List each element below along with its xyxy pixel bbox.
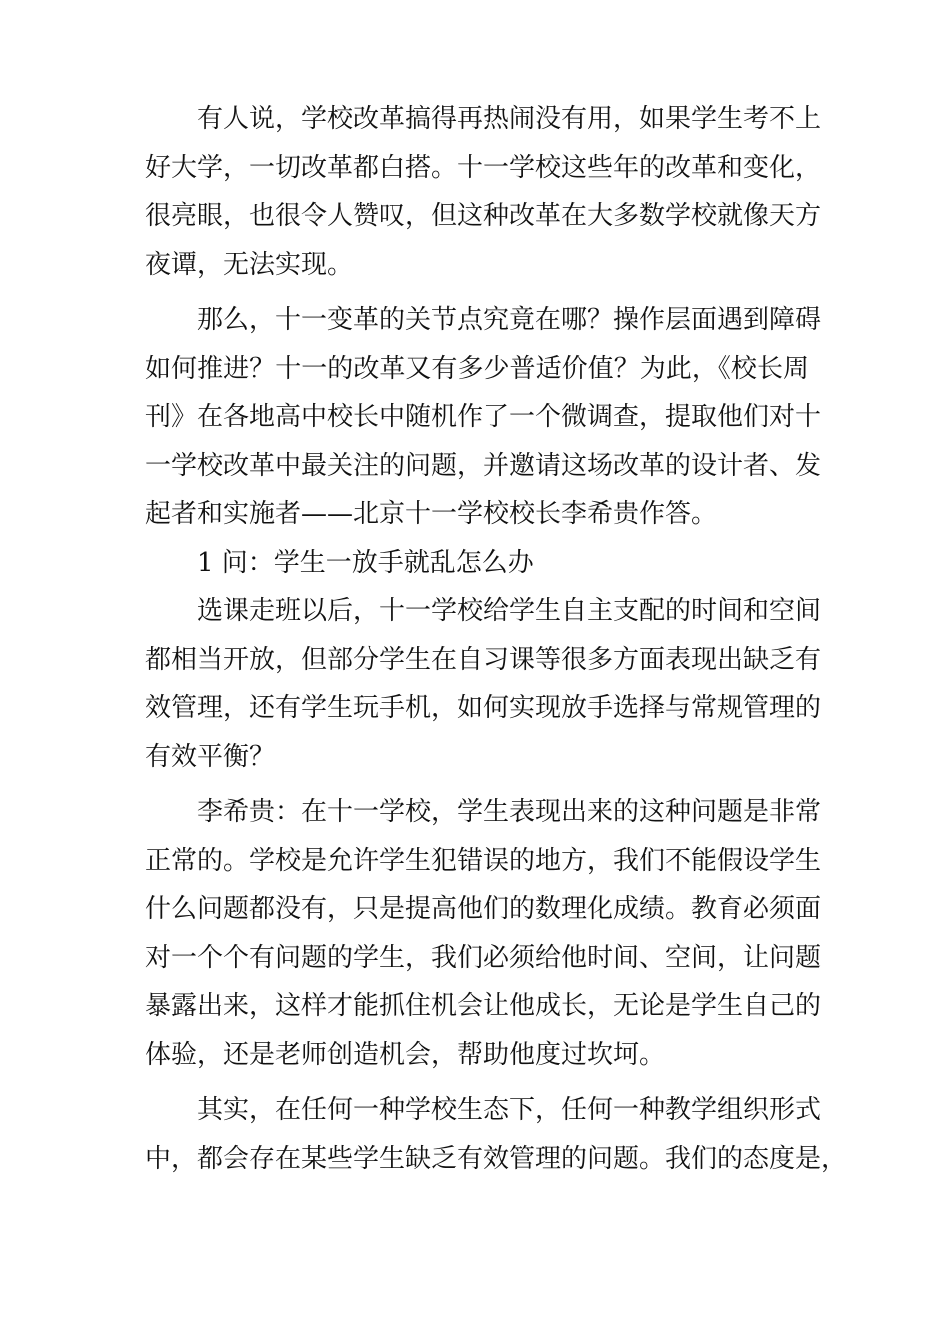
article-body [145,95,848,1183]
paragraph-gap [145,781,809,788]
text-line: 对一个个有问题的学生，我们必须给他时间、空间，让问题 [145,942,822,973]
paragraph [145,788,822,1079]
text-line: 都相当开放，但部分学生在自习课等很多方面表现出缺乏有 [145,644,822,675]
paragraph-gap [145,1079,809,1086]
paragraph-gap [145,289,809,296]
paragraph [145,1086,848,1183]
text-line: 其实，在任何一种学校生态下，任何一种教学组织形式 [197,1095,822,1125]
text-line: 很亮眼，也很令人赞叹，但这种改革在大多数学校就像天方 [145,201,822,231]
text-line: 体验，还是老师创造机会，帮助他度过坎坷。 [145,1039,666,1070]
text-line: 正常的。学校是允许学生犯错误的地方，我们不能假设学生 [145,845,822,876]
text-line: 如何推进？十一的改革又有多少普适价值？为此，《校长周 [145,353,809,384]
paragraph [145,296,822,539]
text-line: 什么问题都没有，只是提高他们的数理化成绩。教育必须面 [145,894,822,924]
text-line: 那么，十一变革的关节点究竟在哪？操作层面遇到障碍 [197,305,822,335]
text-line: 夜谭，无法实现。 [145,249,354,280]
text-line: 一学校改革中最关注的问题，并邀请这场改革的设计者、发 [145,450,822,481]
text-line: 刊》在各地高中校长中随机作了一个微调查，提取他们对十 [145,402,822,432]
text-line: 好大学，一切改革都白搭。十一学校这些年的改革和变化， [145,152,822,183]
text-line: 有效平衡？ [145,741,276,772]
text-line: 暴露出来，这样才能抓住机会让他成长，无论是学生自己的 [145,991,822,1021]
text-line: 效管理，还有学生玩手机，如何实现放手选择与常规管理的 [145,693,822,723]
text-line: 选课走班以后，十一学校给学生自主支配的时间和空间 [197,596,822,626]
text-line: 李希贵：在十一学校，学生表现出来的这种问题是非常 [197,797,822,827]
text-line: 中，都会存在某些学生缺乏有效管理的问题。我们的态度是， [145,1143,848,1174]
text-line: 1 问：学生一放手就乱怎么办 [197,547,534,578]
text-line: 有人说，学校改革搞得再热闹没有用，如果学生考不上 [197,104,822,134]
paragraph [145,587,822,781]
paragraph [145,95,822,289]
text-line: 起者和实施者——北京十一学校校长李希贵作答。 [145,499,718,529]
question-heading [145,539,809,588]
